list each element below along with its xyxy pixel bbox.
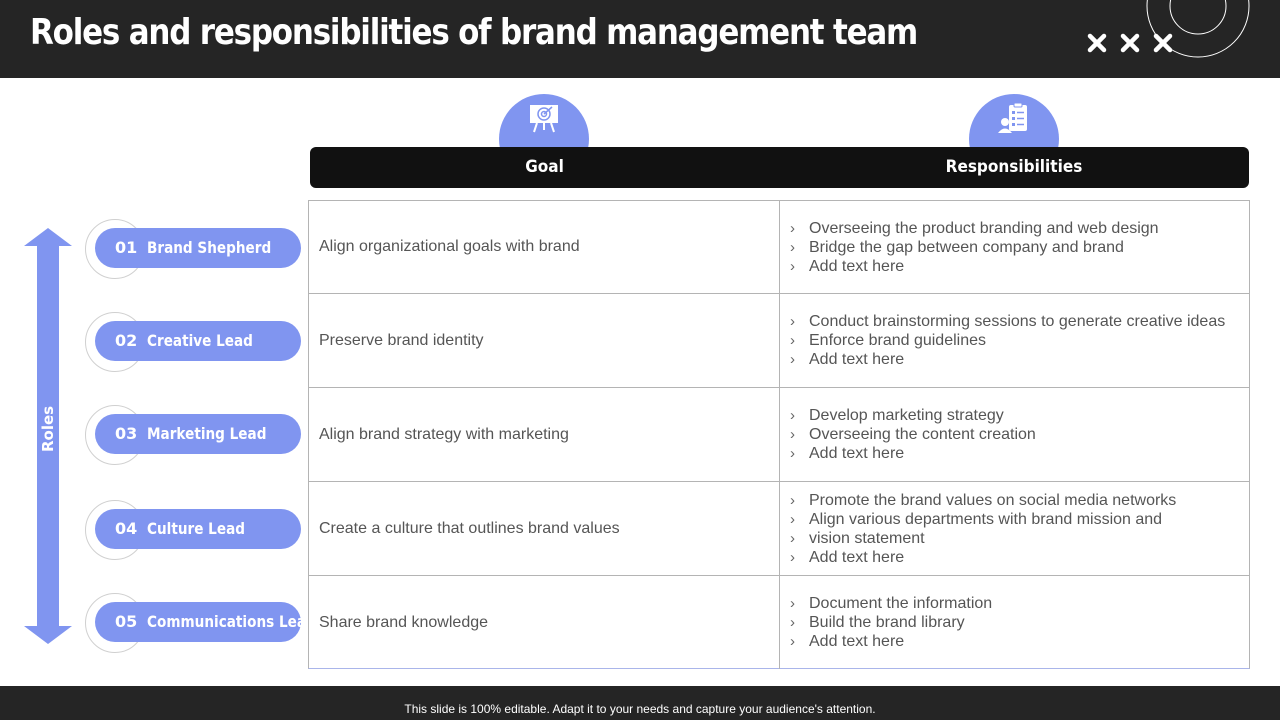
role-name: Brand Shepherd bbox=[147, 238, 272, 257]
responsibility-text: vision statement bbox=[809, 529, 925, 547]
column-divider bbox=[779, 482, 780, 575]
responsibility-item bbox=[790, 219, 1240, 238]
goal-cell: Share brand knowledge bbox=[319, 613, 489, 631]
responsibility-text: Add text here bbox=[809, 548, 905, 566]
goal-cell: Preserve brand identity bbox=[319, 331, 484, 349]
responsibility-item bbox=[790, 529, 1240, 548]
bullet-chevron-icon: › bbox=[790, 529, 795, 547]
responsibility-item bbox=[790, 444, 1240, 463]
bullet-chevron-icon: › bbox=[790, 257, 795, 275]
table-row bbox=[309, 388, 1249, 482]
role-pill bbox=[95, 321, 301, 361]
responsibility-text: Conduct brainstorming sessions to generate creative ideas bbox=[809, 313, 1226, 330]
responsibility-text: Document the information bbox=[809, 595, 993, 612]
responsibility-item bbox=[790, 613, 1240, 632]
bullet-chevron-icon: › bbox=[790, 633, 795, 650]
role-number: 04 bbox=[115, 519, 138, 538]
responsibility-item bbox=[790, 406, 1240, 425]
table-header bbox=[310, 147, 1249, 188]
bullet-chevron-icon: › bbox=[790, 407, 795, 424]
role-badge bbox=[85, 312, 305, 376]
responsibility-item bbox=[790, 350, 1240, 369]
table-row bbox=[309, 294, 1249, 388]
role-number: 01 bbox=[115, 238, 138, 257]
responsibility-item bbox=[790, 257, 1240, 276]
role-badge bbox=[85, 219, 305, 283]
responsibility-text: Promote the brand values on social media networks bbox=[809, 491, 1177, 509]
bullet-chevron-icon: › bbox=[790, 351, 795, 368]
column-divider bbox=[779, 388, 780, 481]
presentation-target-icon bbox=[527, 102, 561, 134]
responsibilities-cell bbox=[790, 201, 1240, 293]
bullet-chevron-icon: › bbox=[790, 332, 795, 349]
responsibility-item bbox=[790, 594, 1240, 613]
goal-cell: Align brand strategy with marketing bbox=[319, 425, 569, 443]
responsibilities-cell bbox=[790, 294, 1240, 387]
bullet-chevron-icon: › bbox=[790, 313, 795, 330]
table-row bbox=[309, 482, 1249, 576]
role-number: 05 bbox=[115, 612, 138, 631]
bullet-chevron-icon: › bbox=[790, 595, 795, 612]
bullet-chevron-icon: › bbox=[790, 445, 795, 462]
responsibility-item bbox=[790, 491, 1240, 510]
slide-header bbox=[0, 0, 1280, 78]
bullet-chevron-icon: › bbox=[790, 510, 795, 528]
role-number: 03 bbox=[115, 424, 138, 443]
role-badge bbox=[85, 500, 305, 564]
role-pill bbox=[95, 509, 301, 549]
responsibility-text: Add text here bbox=[809, 445, 905, 462]
responsibility-text: Bridge the gap between company and brand bbox=[809, 238, 1124, 256]
responsibility-item bbox=[790, 238, 1240, 257]
clipboard-person-icon bbox=[997, 102, 1031, 134]
responsibilities-cell bbox=[790, 482, 1240, 575]
responsibility-text: Add text here bbox=[809, 351, 905, 368]
role-badge bbox=[85, 405, 305, 469]
responsibility-text: Develop marketing strategy bbox=[809, 407, 1004, 424]
bullet-chevron-icon: › bbox=[790, 426, 795, 443]
role-name: Culture Lead bbox=[147, 519, 245, 538]
responsibility-text: Add text here bbox=[809, 257, 905, 275]
goal-cell: Align organizational goals with brand bbox=[319, 238, 580, 255]
column-divider bbox=[779, 576, 780, 669]
role-name: Marketing Lead bbox=[147, 424, 267, 443]
responsibility-item bbox=[790, 331, 1240, 350]
responsibility-text: Add text here bbox=[809, 633, 905, 650]
goal-cell: Create a culture that outlines brand values bbox=[319, 519, 620, 537]
responsibilities-column-header: Responsibilities bbox=[945, 157, 1083, 177]
bullet-chevron-icon: › bbox=[790, 219, 795, 237]
bullet-chevron-icon: › bbox=[790, 548, 795, 566]
table-row bbox=[309, 576, 1249, 669]
responsibilities-cell bbox=[790, 388, 1240, 481]
circle-decoration-icon bbox=[0, 0, 1280, 78]
responsibility-item bbox=[790, 312, 1240, 331]
roles-table bbox=[308, 200, 1250, 669]
role-name: Communications Lead bbox=[147, 612, 316, 631]
bullet-chevron-icon: › bbox=[790, 238, 795, 256]
goal-column-header: Goal bbox=[525, 157, 564, 177]
responsibility-text: Overseeing the content creation bbox=[809, 426, 1036, 443]
footer-note: This slide is 100% editable. Adapt it to your needs and capture your audience's attention. bbox=[404, 702, 876, 716]
role-name: Creative Lead bbox=[147, 331, 253, 350]
responsibility-text: Align various departments with brand mission and bbox=[809, 510, 1163, 528]
responsibility-item bbox=[790, 632, 1240, 651]
responsibilities-cell bbox=[790, 576, 1240, 669]
bullet-chevron-icon: › bbox=[790, 491, 795, 509]
column-divider bbox=[779, 294, 780, 387]
role-pill bbox=[95, 602, 316, 642]
role-pill bbox=[95, 414, 301, 454]
page-title: Roles and responsibilities of brand management team bbox=[30, 12, 918, 53]
responsibility-item bbox=[790, 510, 1240, 529]
role-pill bbox=[95, 228, 301, 268]
responsibility-text: Overseeing the product branding and web design bbox=[809, 219, 1159, 237]
responsibility-text: Build the brand library bbox=[809, 614, 965, 631]
roles-axis-label: Roles bbox=[39, 405, 57, 452]
role-badge bbox=[85, 593, 316, 657]
responsibility-item bbox=[790, 425, 1240, 444]
slide-footer bbox=[0, 686, 1280, 720]
responsibility-item bbox=[790, 548, 1240, 567]
table-row bbox=[309, 201, 1249, 294]
responsibility-text: Enforce brand guidelines bbox=[809, 332, 987, 349]
bullet-chevron-icon: › bbox=[790, 614, 795, 631]
role-number: 02 bbox=[115, 331, 138, 350]
column-divider bbox=[779, 201, 780, 293]
